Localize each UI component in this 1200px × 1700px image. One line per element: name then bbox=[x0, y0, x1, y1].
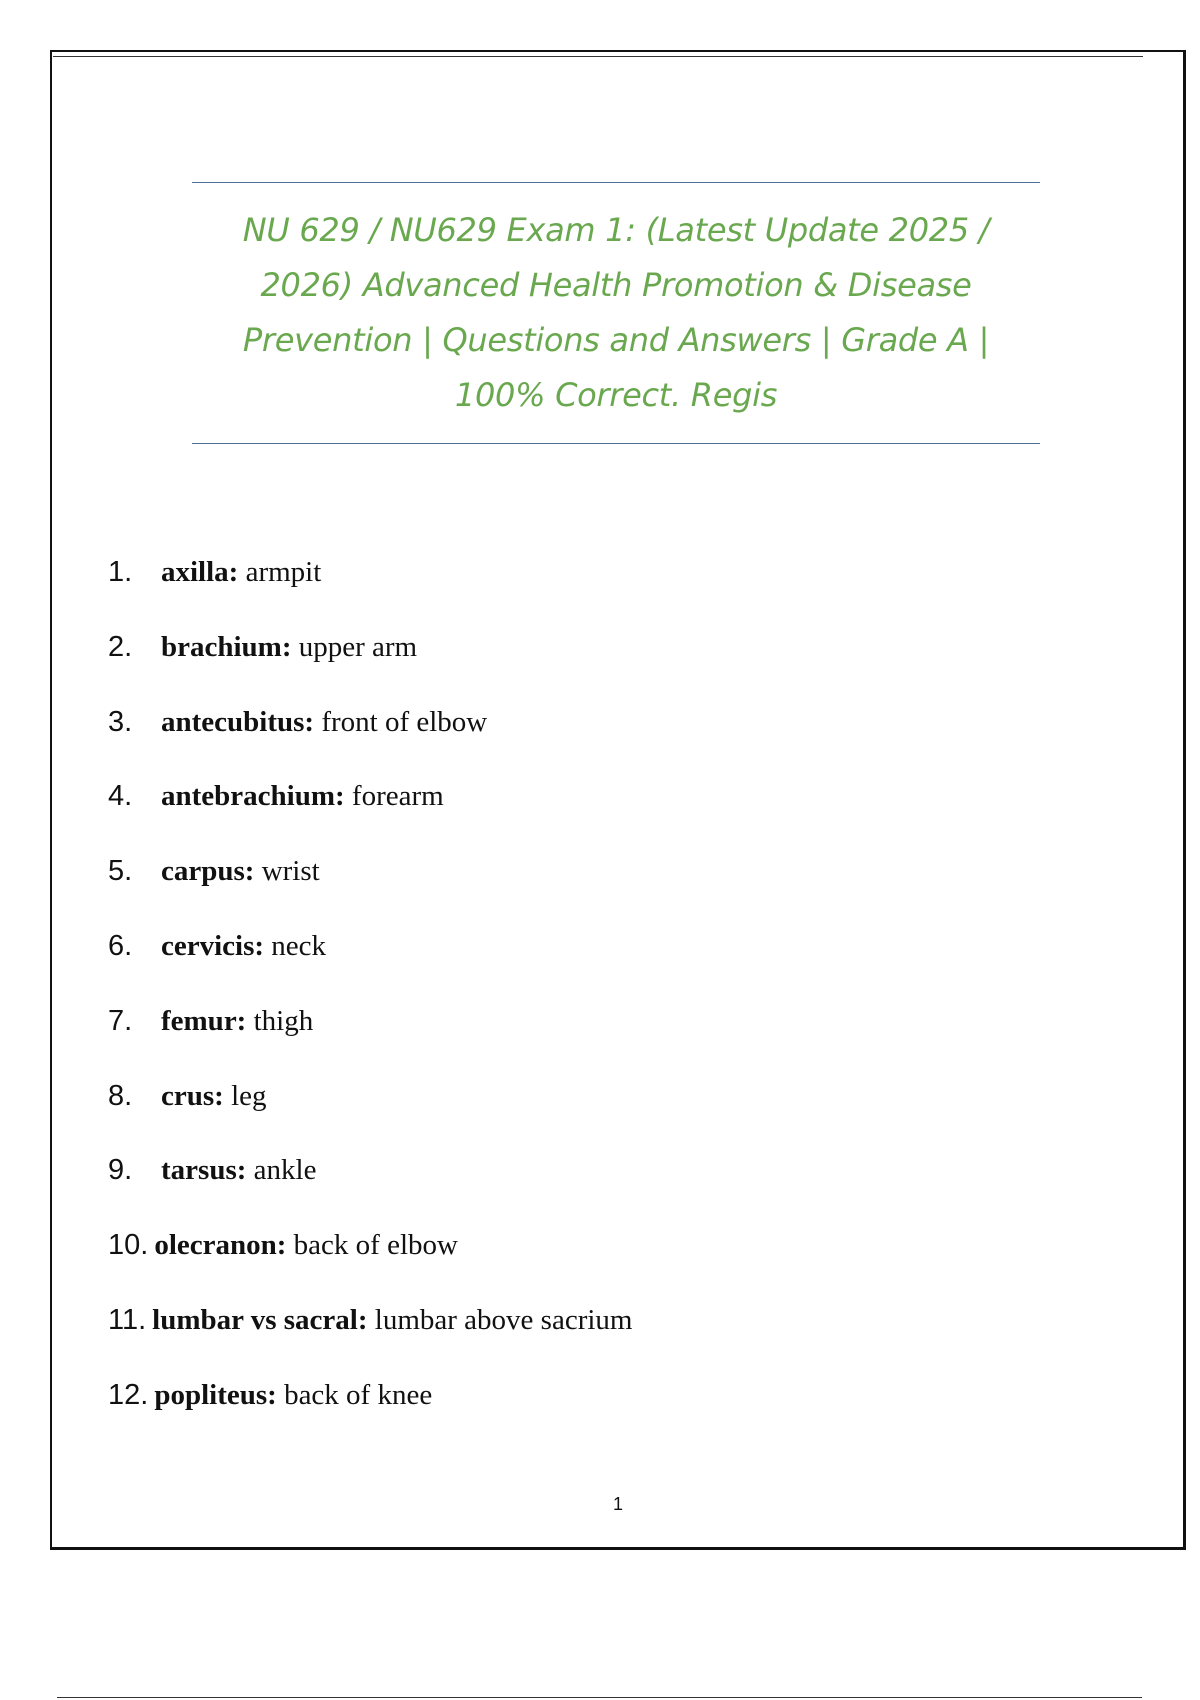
item-number: 7. bbox=[108, 1004, 133, 1037]
item-definition: back of elbow bbox=[293, 1229, 458, 1262]
item-term: cervicis: bbox=[161, 929, 265, 962]
list-item bbox=[108, 847, 632, 922]
list-item bbox=[108, 1221, 632, 1296]
document-title: NU 629 / NU629 Exam 1: (Latest Update 2025 / 2026) Advanced Health Promotion & Disease Prevention | Questions and Answers | Grade A | 100% Correct. Regis bbox=[242, 211, 990, 414]
item-term: crus: bbox=[161, 1079, 224, 1112]
item-number: 1. bbox=[108, 556, 133, 588]
item-definition: leg bbox=[231, 1079, 267, 1112]
list-item bbox=[108, 1296, 632, 1371]
item-term: brachium: bbox=[161, 630, 292, 663]
item-number: 2. bbox=[108, 630, 133, 663]
title-block bbox=[192, 182, 1040, 444]
item-definition: ankle bbox=[253, 1154, 317, 1187]
item-number: 5. bbox=[108, 855, 133, 888]
item-term: carpus: bbox=[161, 855, 255, 888]
item-definition: front of elbow bbox=[321, 705, 488, 738]
list-item bbox=[108, 548, 632, 623]
list-item bbox=[108, 922, 632, 997]
item-definition: thigh bbox=[253, 1004, 314, 1037]
list-item bbox=[108, 623, 632, 698]
page-number: 1 bbox=[612, 1494, 623, 1514]
item-term: lumbar vs sacral: bbox=[152, 1303, 368, 1336]
item-number: 12. bbox=[108, 1378, 149, 1411]
item-number: 6. bbox=[108, 929, 133, 962]
item-definition: wrist bbox=[261, 855, 320, 888]
item-number: 4. bbox=[108, 780, 133, 813]
item-definition: neck bbox=[271, 929, 327, 962]
item-definition: forearm bbox=[351, 780, 444, 813]
item-term: antebrachium: bbox=[161, 780, 345, 813]
item-number: 8. bbox=[108, 1079, 133, 1112]
bottom-rule bbox=[57, 1697, 1142, 1698]
item-term: olecranon: bbox=[154, 1229, 287, 1262]
item-definition: lumbar above sacrium bbox=[374, 1303, 633, 1336]
item-number: 3. bbox=[108, 705, 133, 738]
list-item bbox=[108, 1072, 632, 1147]
item-definition: armpit bbox=[245, 556, 322, 588]
item-number: 11. bbox=[108, 1303, 147, 1336]
list-item bbox=[108, 997, 632, 1072]
item-definition: upper arm bbox=[298, 630, 418, 663]
item-term: tarsus: bbox=[161, 1154, 247, 1187]
list-item bbox=[108, 1371, 632, 1446]
item-term: popliteus: bbox=[154, 1378, 277, 1411]
list-item bbox=[108, 698, 632, 773]
question-answer-list bbox=[108, 548, 632, 1446]
item-definition: back of knee bbox=[284, 1378, 433, 1411]
list-item bbox=[108, 772, 632, 847]
item-term: axilla: bbox=[161, 556, 239, 588]
item-number: 10. bbox=[108, 1229, 149, 1262]
list-item bbox=[108, 1146, 632, 1221]
item-term: antecubitus: bbox=[161, 705, 315, 738]
item-term: femur: bbox=[161, 1004, 247, 1037]
item-number: 9. bbox=[108, 1154, 133, 1187]
